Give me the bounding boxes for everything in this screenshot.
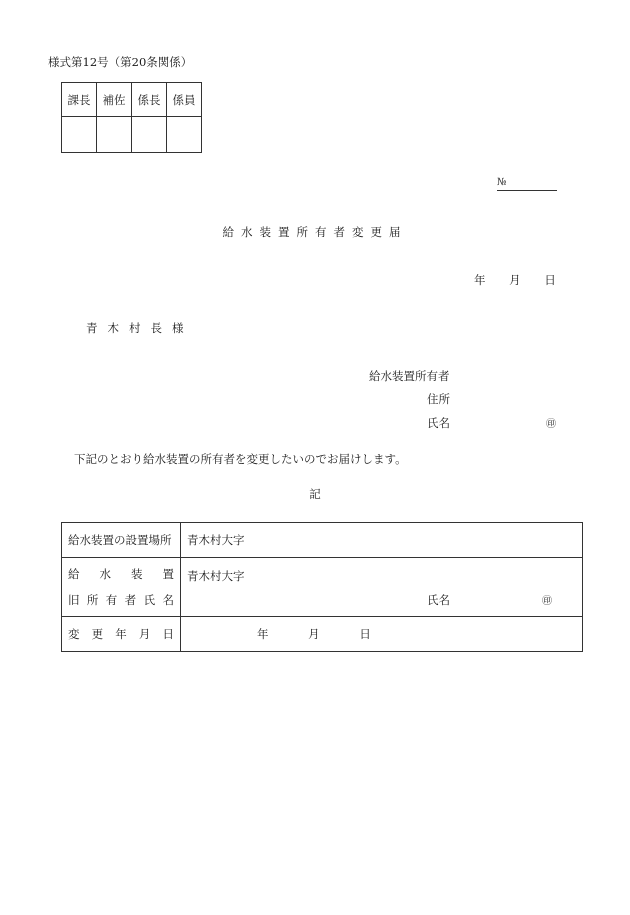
table-row <box>62 558 583 617</box>
former-owner-value[interactable] <box>181 558 583 617</box>
approval-stamp-cell[interactable] <box>62 117 97 153</box>
statement-text: 下記のとおり給水装置の所有者を変更したいのでお届けします。 <box>74 452 407 466</box>
addressee: 青木村長様 <box>86 321 194 335</box>
day-label: 日 <box>544 273 556 287</box>
document-title: 給水装置所有者変更届 <box>222 225 408 239</box>
change-month-label: 月 <box>308 627 320 641</box>
seal-icon: ㊞ <box>546 419 556 430</box>
former-owner-name-label: 氏名 <box>427 593 450 607</box>
year-label: 年 <box>474 273 486 287</box>
form-number: 様式第12号（第20条関係） <box>48 55 193 69</box>
details-table <box>61 522 583 652</box>
seal-icon: ㊞ <box>542 596 552 607</box>
approval-stamp-cell[interactable] <box>132 117 167 153</box>
change-date-label: 変 更 年 月 日 <box>62 617 181 652</box>
name-label: 氏名 <box>427 416 450 430</box>
owner-label: 給水装置所有者 <box>369 369 450 383</box>
approval-stamp-cell[interactable] <box>97 117 132 153</box>
approval-header-assistant: 補佐 <box>97 83 132 117</box>
approval-stamp-table <box>61 82 202 153</box>
table-row <box>62 617 583 652</box>
former-owner-place: 青木村大字 <box>187 569 245 583</box>
ki-heading: 記 <box>309 487 321 501</box>
approval-stamp-cell[interactable] <box>167 117 202 153</box>
change-date-value[interactable] <box>181 617 583 652</box>
former-owner-label: 給 水 装 置 旧 所 有 者 氏 名 <box>62 558 181 617</box>
installation-place-label: 給水装置の設置場所 <box>62 523 181 558</box>
change-year-label: 年 <box>257 627 269 641</box>
installation-place-value[interactable]: 青木村大字 <box>181 523 583 558</box>
change-day-label: 日 <box>359 627 371 641</box>
submission-date[interactable] <box>474 272 556 288</box>
table-row <box>62 523 583 558</box>
approval-header-subsection-chief: 係長 <box>132 83 167 117</box>
document-number-field[interactable]: № <box>497 176 557 191</box>
address-label: 住所 <box>427 392 450 406</box>
month-label: 月 <box>509 273 521 287</box>
approval-header-section-chief: 課長 <box>62 83 97 117</box>
approval-header-staff: 係員 <box>167 83 202 117</box>
